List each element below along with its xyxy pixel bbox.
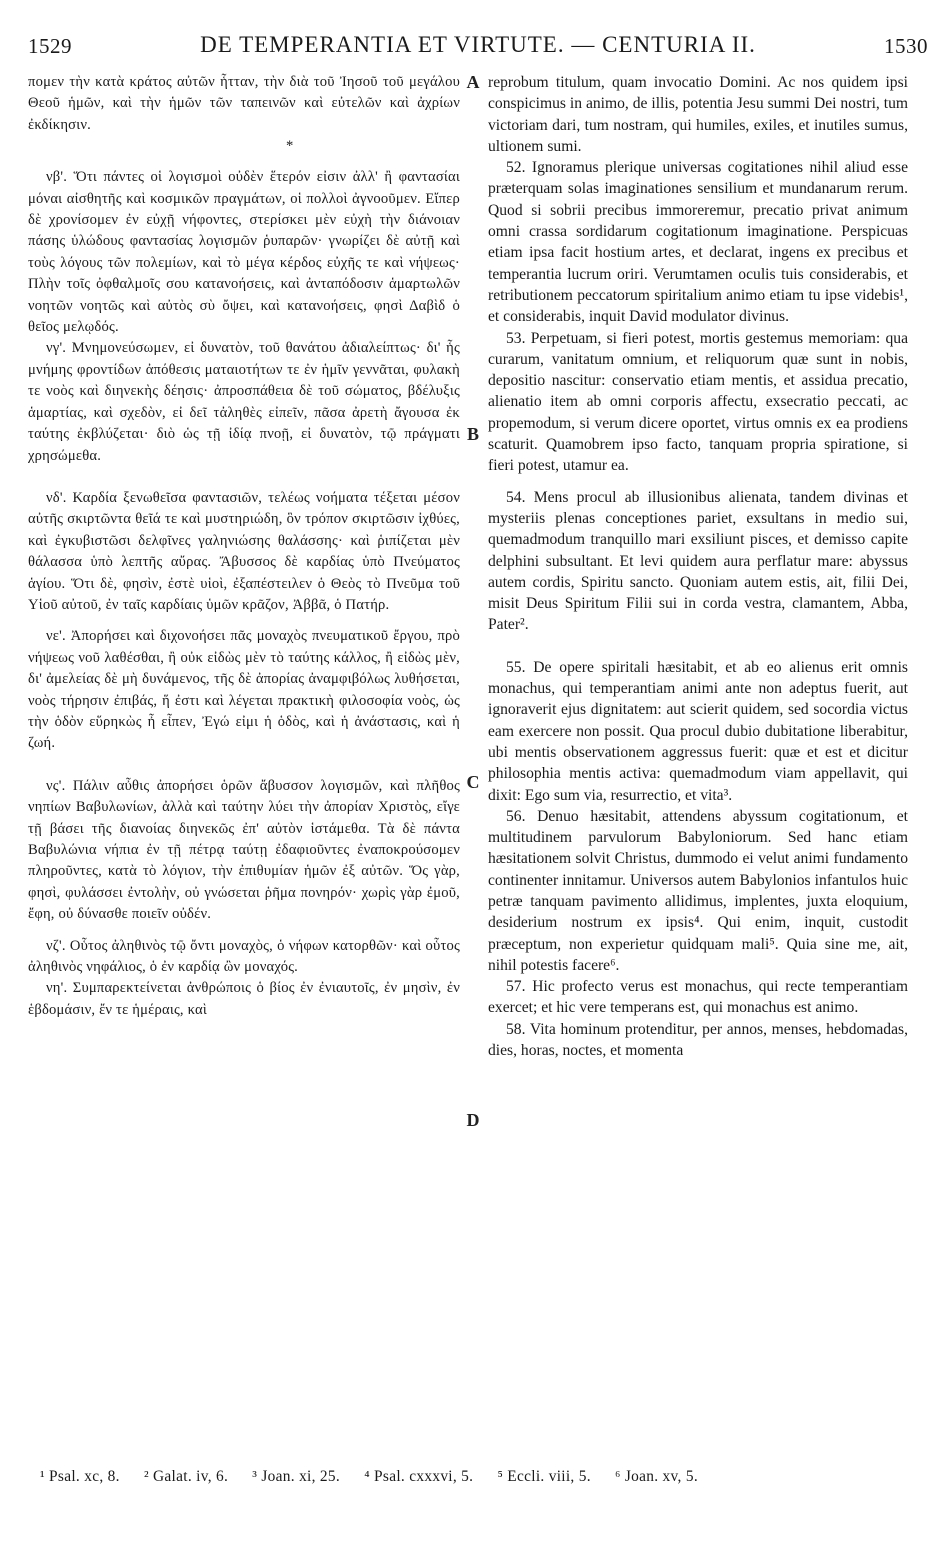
margin-marker-a: A <box>466 72 480 92</box>
greek-column <box>28 72 460 1021</box>
footnotes <box>40 1468 930 1486</box>
margin-marker-d: D <box>466 1110 480 1130</box>
page-header <box>28 28 928 64</box>
latin-paragraph-56: 56. Denuo hæsitabit, attendens abyssum cogitationum, et multitudinem parvulorum Babyloniorum. Sed hanc etiam hæsitationem solvit Christus, dummodo ei velut animi fundamento continenter innitamur. Universos autem Babylonios infantulos huic petræ tanquam pavimento allidimus, implentes, juxta eloquium, desiderium nostrum ex ipsis⁴. Qui enim, inquit, custodit præceptum, non experietur quidquam mali⁵. Quia sine me, ait, nihil potestis facere⁶. <box>488 807 908 974</box>
margin-marker-c: C <box>466 772 480 792</box>
latin-paragraph-53: 53. Perpetuam, si fieri potest, mortis gestemus memoriam: qua curarum, vanitatum omnium, et reliquorum quæ sunt in nobis, depositio nascitur: conservatio etiam mentis, et assidua precatio, alienatio item ab omni corporis affectu, exsecratio peccati, ac propemodum, si verum dicere oportet, virtus omnis ex ea prodiens scaturit. Quamobrem ipso facto, tanquam propria spiratione, si fieri potest, utamur ea. <box>488 329 908 475</box>
running-title: DE TEMPERANTIA ET VIRTUTE. — CENTURIA II. <box>200 32 756 57</box>
greek-paragraph-56: νς'. Πάλιν αὖθις ἀπορήσει ὁρῶν ἄβυσσον λογισμῶν, καὶ πλῆθος νηπίων Βαβυλωνίων, ἀλλὰ καὶ ταύτην λύει τὴν ἀπορίαν Χριστὸς, εἴγε τῇ βάσει τῆς διανοίας διηνεκῶς ἐπ' αὐτὸν ἱστάμεθα. Τὰ δὲ πάντα Βαβυλώνια νήπια ἐν τῇ πέτρᾳ ταύτῃ ἐδαφιοῦντες ἐναποκρούσομεν πληροῦντες, κατὰ τὸ λόγιον, τὴν ἐπιθυμίαν ἡμῶν ἐξ αὐτῶν. Ὅς γὰρ, φησὶ, φυλάσσει ἐντολὴν, οὐ γνώσεται ῥῆμα πονηρόν· χωρὶς γὰρ ἐμοῦ, ἔφη, οὐ δύνασθε ποιεῖν οὐδέν. <box>28 777 460 923</box>
margin-marker-b: B <box>466 424 479 444</box>
greek-paragraph-57: νζ'. Οὗτος ἀληθινὸς τῷ ὄντι μοναχὸς, ὁ νήφων κατορθῶν· καὶ οὗτος ἀληθινὸς νηφάλιος, ὁ ἐν καρδίᾳ ὢν μοναχός. <box>28 937 460 976</box>
greek-paragraph-58: νη'. Συμπαρεκτείνεται ἀνθρώποις ὁ βίος ἐν ἐνιαυτοῖς, ἐν μησὶν, ἐν ἑβδομάσιν, ἔν τε ἡμέραις, καὶ <box>28 980 460 1018</box>
page-number-left: 1529 <box>28 34 72 58</box>
footnote-6: ⁶ Joan. xv, 5. <box>615 1468 698 1485</box>
footnote-2: ² Galat. iv, 6. <box>143 1468 229 1485</box>
page-number-right: 1530 <box>884 34 928 58</box>
greek-paragraph-52: νβ'. Ὅτι πάντες οἱ λογισμοὶ οὐδὲν ἕτερόν εἰσιν ἀλλ' ἢ φαντασίαι μόναι αἰσθητῆς καὶ κοσμικῶν πραγμάτων, οἱ πολλοὶ ἀγνοοῦμεν. Εἴπερ δὲ χρονίσομεν ἐν εὐχῇ νήφοντες, στερίσκει μὲν εὐχὴ τὴν διάνοιαν πάσης ὑλώδους φαντασίας λογισμῶν ῥυπαρῶν· γνωρίζει δὲ αὐτῇ καὶ τοὺς λόγους τῶν πολεμίων, καὶ τὸ μέγα κέρδος εὐχῆς τε καὶ νήψεως· Πλὴν τοῖς ὀφθαλμοῖς σου κατανοήσεις, καὶ ἀνταπόδοσιν ἁμαρτωλῶν νοητῶν νοητῶς καὶ αὐτὸς σὺ ὄψει, καὶ κατανοήσεις, φησὶ Δαβὶδ ὁ θεῖος μελῳδός. <box>28 169 460 336</box>
ornament-asterisk: * <box>286 138 294 155</box>
latin-paragraph-55: 55. De opere spiritali hæsitabit, et ab eo alienus erit omnis monachus, qui temperantiam animi ante non adeptus fuerit, aut ignoraverit ejus dignitatem: aut scierit quidem, sed socordia victus eam exercere non possit. Qua procul dubio dubitatione liberabitur, ubi mentis observationem aggressus fuerit: quæ et est et dicitur philosophia mentis activa: quemadmodum viam appellavit, qui dixit: Ego sum via, resurrectio, et vita³. <box>488 658 908 804</box>
latin-paragraph-52: 52. Ignoramus plerique universas cogitationes nihil aliud esse præterquam solas imaginationes sensilium et mundanarum rerum. Quod si sobrii precibus immoreremur, precatio privat animum omni crassa sordidarum cogitationum imaginatione. Perspicuas etiam ipsa facit hostium artes, et declarat, ingens ex precibus et temperantia lucrum oriri. Verumtamen oculis tuis considerabis, et retributionem peccatorum spiritalium animo etiam tu ipse videbis¹, et considerabis, inquit David modulator divinus. <box>488 159 908 326</box>
latin-paragraph-57: 57. Hic profecto verus est monachus, qui recte temperantiam exercet; et hic vere temperans est, qui monachus est animo. <box>488 978 908 1017</box>
latin-paragraph-58: 58. Vita hominum protenditur, per annos, menses, hebdomadas, dies, horas, noctes, et momenta <box>488 1020 908 1060</box>
greek-paragraph-53: νγ'. Μνημονεύσωμεν, εἰ δυνατὸν, τοῦ θανάτου ἀδιαλείπτως· δι' ἧς μνήμης φροντίδων ἀπόθεσις ματαιοτήτων τε ἐν ἡμῖν γεννᾶται, φυλακὴ τε νοὸς καὶ διηνεκὴς δέησις· ἀπροσπάθεια δὲ τοῦ σώματος, βδέλυξις ἁμαρτίας, καὶ σχεδὸν, εἰ δεῖ τἀληθὲς εἰπεῖν, πᾶσα ἀρετὴ ἄγουσα ἐκ ταύτης ἐκβλύζεται· διὸ ὡς τῇ ἰδίᾳ πνοῇ, εἰ δυνατὸν, τῷ πράγματι χρησώμεθα. <box>28 340 460 464</box>
footnote-5: ⁵ Eccli. viii, 5. <box>497 1468 591 1485</box>
greek-paragraph-54: νδ'. Καρδία ξενωθεῖσα φαντασιῶν, τελέως νοήματα τέξεται μέσον αὐτῆς σκιρτῶντα θεῖά τε καὶ μυστηριώδη, ὃν τρόπον σκιρτῶσιν ἰχθύες, καὶ ἐγκυβιστῶσι δελφῖνες γαληνιώσης θαλάσσης· καὶ ῥιπίζεται μὲν θάλασσα ὑπὸ λεπτῆς αὔρας. Ἄβυσσος δὲ καρδίας ὑπὸ Πνεύματος ἁγίου. Ὅτι δὲ, φησὶν, ἐστὲ υἱοὶ, ἐξαπέστειλεν ὁ Θεὸς τὸ Πνεῦμα τοῦ Υἱοῦ αὐτοῦ, ἐν ταῖς καρδίαις ὑμῶν κρᾶζον, Ἀββᾶ, ὁ Πατήρ. <box>28 489 460 613</box>
greek-paragraph-51-end: πομεν τὴν κατὰ κράτος αὐτῶν ἧτταν, τὴν διὰ τοῦ Ἰησοῦ τοῦ μεγάλου Θεοῦ ἡμῶν, καὶ τὴν ἡμῶν τῶν ταπεινῶν καὶ εὐτελῶν καὶ ἀχρίων ἐκδίκησιν. <box>28 74 460 133</box>
latin-column <box>488 72 908 1061</box>
latin-paragraph-54: 54. Mens procul ab illusionibus alienata, tandem divinas et mysteriis plenas conceptiones pariet, exsultans in medio sui, quemadmodum tranquillo mari exsiliunt pisces, et demisso capite delphini subsultant. Et levi quidem aura perflatur mare: abyssus autem cordis, Spiritu sancto. Quoniam autem estis, ait, filii Dei, misit Deus Spiritum Filii sui in corda vestra, clamantem, Abba, Pater². <box>488 488 908 634</box>
footnote-4: ⁴ Psal. cxxxvi, 5. <box>364 1468 474 1485</box>
footnote-1: ¹ Psal. xc, 8. <box>40 1468 120 1485</box>
greek-paragraph-55: νε'. Ἀπορήσει καὶ διχονοήσει πᾶς μοναχὸς πνευματικοῦ ἔργου, πρὸ νήψεως νοῦ λαθέσθαι, ἢ οὐκ εἰδὼς μὲν τὸ ταύτης κάλλος, ἢ εἰδὼς μὲν, δι' ἀμελείας δὲ μὴ δυνάμενος, τῆς δὲ ἀπορίας ἀναμφιβόλως λυθήσεται, νοὸς τήρησιν ἐπιβάς, ἥ ἐστι καὶ λέγεται πρακτικὴ φιλοσοφία νοὸς, ὡς τὴν ὁδὸν εὕρηκὼς ἦ εἶπεν, Ἐγώ εἰμι ἡ ὁδὸς, καὶ ἡ ἀνάστασις, καὶ ἡ ζωή. <box>28 628 460 752</box>
latin-paragraph-51-end: reprobum titulum, quam invocatio Domini. Ac nos quidem ipsi conspicimus in animo, de illis, potentia Jesu summi Dei nostri, tum victoriam dari, tum nostram, qui humiles, exiles, et inutiles sumus, ultionem sumi. <box>488 74 908 155</box>
footnote-3: ³ Joan. xi, 25. <box>252 1468 341 1485</box>
